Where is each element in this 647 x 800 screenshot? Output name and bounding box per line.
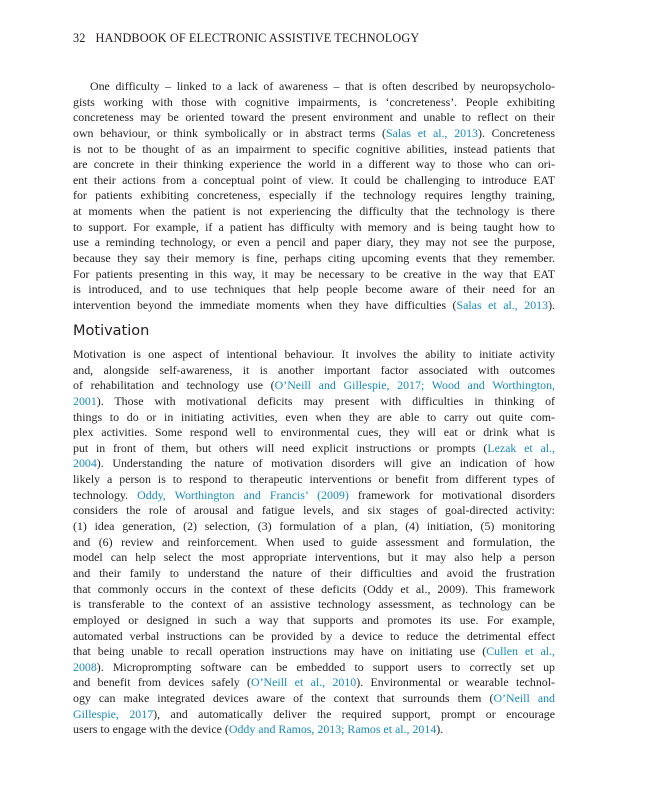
- text-line: [73, 629, 555, 645]
- body-text: ogy can make integrated devices aware of the context that surrounds them (: [73, 691, 494, 706]
- body-text: ). Those with motivational deficits may present with difficulties in thinking of: [96, 393, 555, 408]
- running-header: [73, 31, 419, 46]
- citation-link[interactable]: 2001: [73, 393, 97, 408]
- body-text: that being unable to recall operation instructions may have on initiating use (: [73, 644, 487, 659]
- section-heading: Motivation: [73, 323, 150, 339]
- body-text: technology.: [73, 487, 138, 502]
- citation-link[interactable]: 2004: [73, 456, 97, 471]
- body-text: things to do or in initiating activities, even when they are able to carry out quite com-: [73, 409, 555, 424]
- text-line: [73, 126, 555, 142]
- text-line: [73, 394, 555, 410]
- body-text: because they say their memory is fine, perhaps citing upcoming events that they remember.: [73, 251, 555, 266]
- text-line: [73, 675, 555, 691]
- text-line: [73, 503, 555, 519]
- citation-link[interactable]: Oddy and Ramos, 2013; Ramos et al., 2014: [228, 722, 437, 737]
- text-line: [73, 188, 555, 204]
- paragraph-concreteness: [73, 79, 555, 314]
- body-text: ). Environmental or wearable technol-: [356, 675, 555, 690]
- text-line: [73, 282, 555, 298]
- text-line: [73, 425, 555, 441]
- text-line: [73, 142, 555, 158]
- body-text: ).: [436, 722, 444, 737]
- body-text: use a reminding technology, or even a pencil and paper diary, they may not see the purpose,: [73, 235, 555, 250]
- body-text: framework for motivational disorders: [348, 487, 555, 502]
- text-line: [73, 298, 555, 314]
- text-line: [73, 488, 555, 504]
- body-text: and (6) review and reinforcement. When used to guide assessment and formulation, the: [73, 534, 555, 549]
- body-text: at moments when the patient is not experiencing the difficulty that the technology is there: [73, 204, 555, 219]
- body-text: employed or designed in such a way that supports and promotes its use. For example,: [73, 612, 555, 627]
- body-text: own behaviour, or think symbolically or in abstract terms (: [73, 125, 386, 140]
- body-text: users to engage with the device (: [73, 722, 229, 737]
- text-line: [73, 722, 555, 738]
- citation-link[interactable]: O’Neill and: [493, 691, 555, 706]
- body-text: considers the role of arousal and fatigue levels, and six stages of goal-directed activity:: [73, 503, 555, 518]
- text-line: [73, 79, 555, 95]
- body-text: is transferable to the context of an assistive technology assessment, as technology can be: [73, 597, 555, 612]
- paragraph-motivation: [73, 347, 555, 738]
- citation-link[interactable]: Salas et al., 2013: [456, 297, 549, 312]
- book-title: HANDBOOK OF ELECTRONIC ASSISTIVE TECHNOLOGY: [95, 31, 420, 45]
- text-line: [73, 410, 555, 426]
- body-text: ). Concreteness: [477, 125, 555, 140]
- body-text: ), and automatically deliver the required support, prompt or encourage: [153, 706, 555, 721]
- text-line: [73, 220, 555, 236]
- text-line: [73, 535, 555, 551]
- body-text: are concrete in their thinking experience the world in a different way to those who can ori-: [73, 157, 555, 172]
- body-text: plex activities. Some respond well to environmental cues, they will eat or drink what is: [73, 425, 555, 440]
- text-line: [73, 644, 555, 660]
- body-text: is not to be thought of as an impairment to specific cognitive abilities, instead patients that: [73, 141, 555, 156]
- citation-link[interactable]: 2008: [73, 659, 97, 674]
- text-line: [73, 110, 555, 126]
- text-line: [73, 204, 555, 220]
- body-text: intervention beyond the immediate moments when they have difficulties (: [73, 297, 457, 312]
- text-line: [73, 235, 555, 251]
- text-line: [73, 157, 555, 173]
- body-text: is introduced, and to use techniques that help people become aware of their need for an: [73, 282, 555, 297]
- text-line: [73, 582, 555, 598]
- citation-link[interactable]: Oddy, Worthington and Francis’ (2009): [137, 487, 349, 502]
- body-text: and their family to understand the nature of their difficulties and avoid the frustration: [73, 565, 555, 580]
- citation-link[interactable]: Cullen et al.,: [486, 644, 555, 659]
- citation-link[interactable]: Lezak et al.,: [487, 440, 555, 455]
- body-text: that commonly occurs in the context of these deficits (Oddy et al., 2009). This framework: [73, 581, 555, 596]
- text-line: [73, 347, 555, 363]
- text-line: [73, 267, 555, 283]
- body-text: and benefit from devices safely (: [73, 675, 252, 690]
- text-line: [73, 660, 555, 676]
- body-text: ). Understanding the nature of motivation disorders will give an indication of how: [96, 456, 555, 471]
- body-text: ).: [548, 297, 555, 312]
- body-text: model can help select the most appropriate interventions, but it may also help a person: [73, 550, 555, 565]
- text-line: [73, 519, 555, 535]
- citation-link[interactable]: Salas et al., 2013: [385, 125, 478, 140]
- text-line: [73, 613, 555, 629]
- body-text: put in front of them, but others will need explicit instructions or prompts (: [73, 440, 488, 455]
- body-text: (1) idea generation, (2) selection, (3) formulation of a plan, (4) initiation, (5) monitoring: [73, 519, 555, 534]
- body-text: for patients exhibiting concreteness, especially if the technology requires lengthy training,: [73, 188, 555, 203]
- citation-link[interactable]: O’Neill and Gillespie, 2017; Wood and Worthington,: [274, 378, 555, 393]
- text-line: [73, 173, 555, 189]
- text-line: [73, 472, 555, 488]
- text-line: [73, 441, 555, 457]
- text-line: [73, 691, 555, 707]
- body-text: One difficulty – linked to a lack of awareness – that is often described by neuropsycholo-: [90, 79, 555, 93]
- page-number: 32: [73, 31, 86, 45]
- text-line: [73, 707, 555, 723]
- text-line: [73, 597, 555, 613]
- citation-link[interactable]: O’Neill et al., 2010: [251, 675, 357, 690]
- citation-link[interactable]: Gillespie, 2017: [73, 706, 154, 721]
- text-line: [73, 363, 555, 379]
- body-text: automated verbal instructions can be provided by a device to reduce the detrimental effect: [73, 628, 555, 643]
- text-line: [73, 378, 555, 394]
- body-text: of rehabilitation and technology use (: [73, 378, 275, 393]
- text-line: [73, 550, 555, 566]
- body-text: concreteness may be oriented toward the present environment and unable to reflect on their: [73, 110, 555, 125]
- body-text: likely a person is to respond to therapeutic interventions or benefit from different types of: [73, 472, 555, 487]
- body-text: ent their actions from a conceptual point of view. It could be challenging to introduce EAT: [73, 172, 555, 187]
- body-text: ). Microprompting software can be embedded to support users to correctly set up: [96, 659, 555, 674]
- body-text: and, alongside self-awareness, it is another important factor associated with outcomes: [73, 362, 555, 377]
- text-line: [73, 95, 555, 111]
- text-line: [73, 456, 555, 472]
- body-text: Motivation is one aspect of intentional behaviour. It involves the ability to initiate activity: [73, 347, 555, 361]
- text-line: [73, 251, 555, 267]
- body-text: to support. For example, if a patient has difficulty with memory and is being taught how to: [73, 219, 555, 234]
- body-text: gists working with those with cognitive impairments, is ‘concreteness’. People exhibiting: [73, 94, 555, 109]
- text-line: [73, 566, 555, 582]
- body-text: For patients presenting in this way, it may be necessary to be creative in the way that EAT: [73, 266, 555, 281]
